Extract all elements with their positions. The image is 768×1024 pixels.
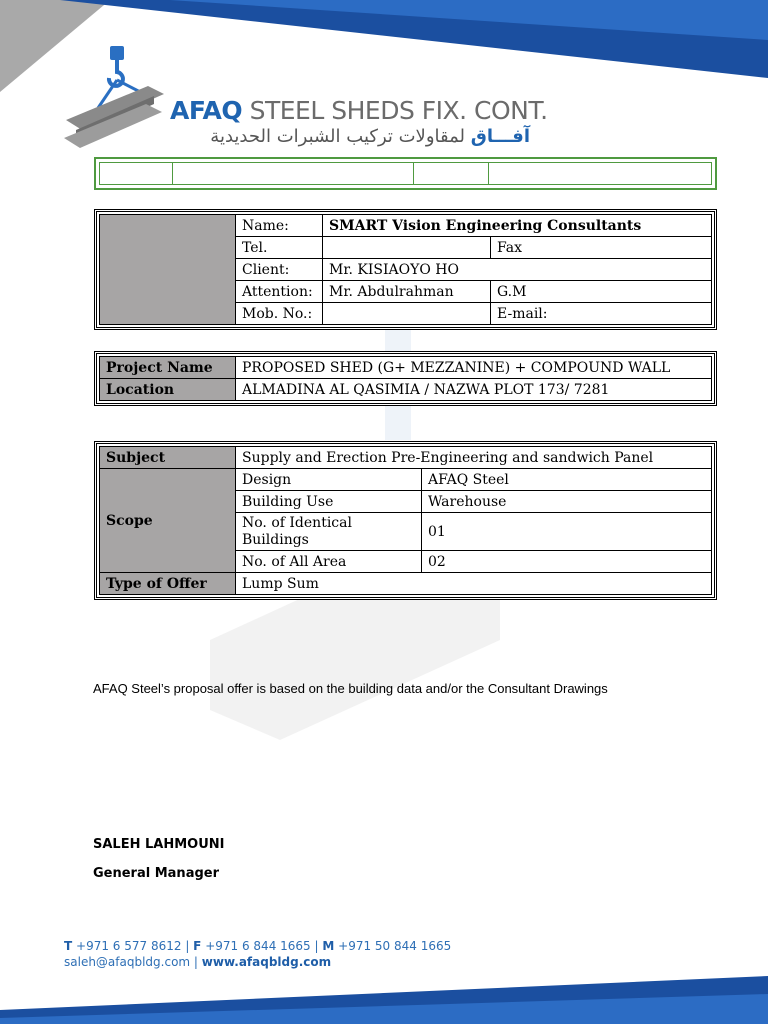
- project-table: [94, 351, 717, 406]
- afaq-logo-icon: [60, 42, 172, 154]
- brand-arabic-strong: آفـــاق: [470, 126, 530, 147]
- tel-label: Tel.: [236, 237, 323, 259]
- tel-value: [323, 237, 491, 259]
- table-row: [100, 469, 712, 491]
- footer-phone-line: T +971 6 577 8612 | F +971 6 844 1665 | M +971 50 844 1665: [64, 939, 452, 953]
- table-row: [100, 573, 712, 595]
- attention-value: Mr. Abdulrahman: [323, 281, 491, 303]
- footer-web-line: saleh@afaqbldg.com | www.afaqbldg.com: [64, 955, 332, 969]
- signatory-title: General Manager: [93, 866, 219, 881]
- mobile-label: M: [322, 939, 335, 953]
- offer-type-label: Type of Offer: [100, 573, 236, 595]
- proposal-note: AFAQ Steel’s proposal offer is based on the building data and/or the Consultant Drawings: [93, 681, 608, 696]
- reference-cell-4: [489, 163, 711, 184]
- blank-gray-cell: [100, 215, 236, 325]
- phone-label: T: [64, 939, 73, 953]
- table-row: [100, 447, 712, 469]
- scope-label: Scope: [100, 469, 236, 573]
- attention-role: G.M: [491, 281, 712, 303]
- table-row: [100, 357, 712, 379]
- brand-name-rest: STEEL SHEDS FIX. CONT.: [249, 96, 548, 125]
- scope-table: [94, 441, 717, 600]
- brand-name-english: [170, 96, 548, 125]
- table-row: [100, 379, 712, 401]
- project-name-value: PROPOSED SHED (G+ MEZZANINE) + COMPOUND WALL: [236, 357, 712, 379]
- brand-arabic-rest: لمقاولات تركيب الشبرات الحديدية: [210, 126, 465, 147]
- footer-contact: [64, 938, 451, 970]
- offer-type-value: Lump Sum: [236, 573, 712, 595]
- name-label: Name:: [236, 215, 323, 237]
- scope-item-value: 02: [422, 551, 712, 573]
- location-value: ALMADINA AL QASIMIA / NAZWA PLOT 173/ 7281: [236, 379, 712, 401]
- scope-item-value: AFAQ Steel: [422, 469, 712, 491]
- subject-value: Supply and Erection Pre-Engineering and sandwich Panel: [236, 447, 712, 469]
- email-label: E-mail:: [491, 303, 712, 325]
- mob-label: Mob. No.:: [236, 303, 323, 325]
- fax-value: +971 6 844 1665: [205, 939, 311, 953]
- scope-item-label: Building Use: [236, 491, 422, 513]
- attention-label: Attention:: [236, 281, 323, 303]
- name-value: SMART Vision Engineering Consultants: [323, 215, 712, 237]
- reference-table: [94, 157, 717, 190]
- scope-item-value: Warehouse: [422, 491, 712, 513]
- mob-value: [323, 303, 491, 325]
- subject-label: Subject: [100, 447, 236, 469]
- client-info-table: [94, 209, 717, 330]
- fax-label: F: [193, 939, 202, 953]
- location-label: Location: [100, 379, 236, 401]
- fax-label: Fax: [491, 237, 712, 259]
- scope-item-label: Design: [236, 469, 422, 491]
- project-name-label: Project Name: [100, 357, 236, 379]
- footer-email-link[interactable]: saleh@afaqbldg.com: [64, 955, 191, 969]
- reference-cell-1: [100, 163, 173, 184]
- client-value: Mr. KISIAOYO HO: [323, 259, 712, 281]
- reference-cell-3: [414, 163, 489, 184]
- footer-website-link[interactable]: www.afaqbldg.com: [201, 955, 332, 969]
- bottom-blue-band: [0, 964, 768, 1024]
- client-label: Client:: [236, 259, 323, 281]
- table-row: [100, 215, 712, 237]
- scope-item-label: No. of All Area: [236, 551, 422, 573]
- reference-table-row: [99, 162, 712, 185]
- reference-cell-2: [173, 163, 414, 184]
- brand-name-arabic: [168, 126, 530, 147]
- brand-name-strong: AFAQ: [170, 96, 243, 125]
- phone-value: +971 6 577 8612: [76, 939, 182, 953]
- mobile-value: +971 50 844 1665: [338, 939, 452, 953]
- scope-item-label: No. of Identical Buildings: [236, 513, 422, 551]
- scope-item-value: 01: [422, 513, 712, 551]
- signatory-name: SALEH LAHMOUNI: [93, 837, 225, 852]
